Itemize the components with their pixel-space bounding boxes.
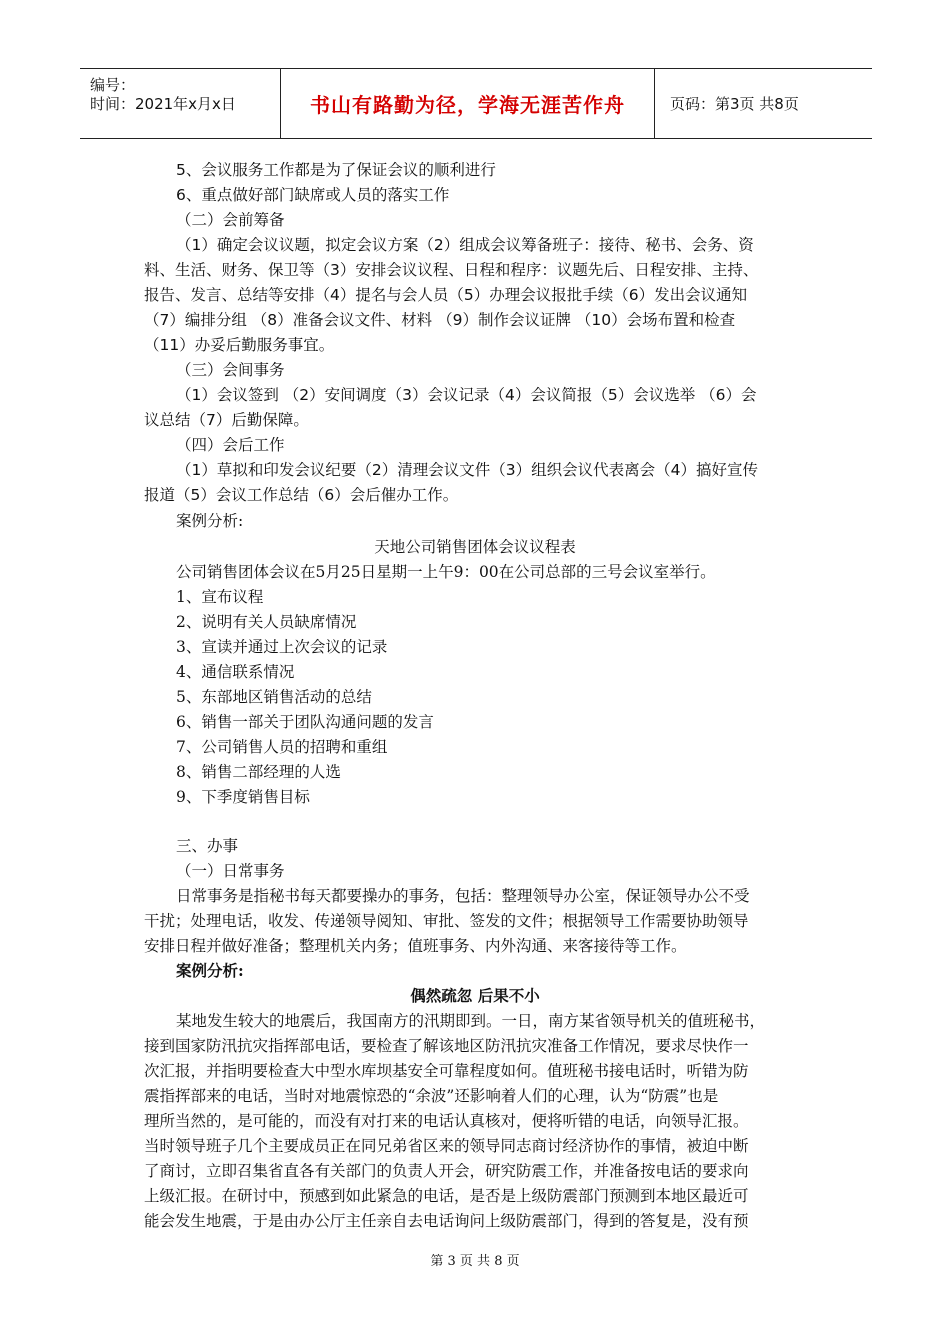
motto-text: 书山有路勤为径，学海无涯苦作舟	[310, 93, 625, 117]
body-line: 理所当然的，是可能的，而没有对打来的电话认真核对，便将听错的电话，向领导汇报。	[144, 1112, 749, 1130]
agenda-item: 4、通信联系情况	[176, 663, 295, 681]
body-line: （11）办妥后勤服务事宜。	[144, 336, 335, 354]
section-heading: （一）日常事务	[176, 862, 285, 880]
agenda-item: 6、销售一部关于团队沟通问题的发言	[176, 713, 434, 731]
section-heading: （四）会后工作	[176, 436, 285, 454]
agenda-item: 3、宣读并通过上次会议的记录	[176, 638, 388, 656]
agenda-item: 1、宣布议程	[176, 588, 264, 606]
body-line: 料、生活、财务、保卫等（3）安排会议议程、日程和程序：议题先后、日程安排、主持、	[144, 261, 759, 279]
header-meta-cell	[80, 69, 281, 138]
agenda-item: 7、公司销售人员的招聘和重组	[176, 738, 388, 756]
time-label: 时间：2021年x月x日	[90, 95, 236, 113]
body-line: 5、会议服务工作都是为了保证会议的顺利进行	[176, 161, 496, 179]
header-page-cell	[664, 69, 872, 138]
page-header	[80, 68, 872, 139]
number-label: 编号：	[90, 76, 136, 94]
body-line: 能会发生地震，于是由办公厅主任亲自去电话询问上级防震部门，得到的答复是，没有预	[144, 1212, 749, 1230]
body-line: 报道（5）会议工作总结（6）会后催办工作。	[144, 486, 459, 504]
header-motto-cell	[281, 69, 655, 138]
body-line: （1）草拟和印发会议纪要（2）清理会议文件（3）组织会议代表离会（4）搞好宣传	[176, 461, 758, 479]
body-line: （1）会议签到 （2）安间调度（3）会议记录（4）会议简报（5）会议选举 （6）会	[176, 386, 757, 404]
body-line: 报告、发言、总结等安排（4）提名与会人员（5）办理会议报批手续（6）发出会议通知	[144, 286, 748, 304]
body-line: 震指挥部来的电话，当时对地震惊恐的“余波”还影响着人们的心理，认为“防震”也是	[144, 1087, 719, 1105]
page-footer: 第 3 页 共 8 页	[430, 1254, 520, 1269]
case-analysis-label: 案例分析:	[176, 961, 244, 980]
body-line: 干扰；处理电话，收发、传递领导阅知、审批、签发的文件；根据领导工作需要协助领导	[144, 912, 749, 930]
agenda-item: 2、说明有关人员缺席情况	[176, 613, 357, 631]
body-line: （1）确定会议议题，拟定会议方案（2）组成会议筹备班子：接待、秘书、会务、资	[176, 236, 754, 254]
body-line: 议总结（7）后勤保障。	[144, 411, 309, 429]
body-line: 上级汇报。在研讨中，预感到如此紧急的电话，是否是上级防震部门预测到本地区最近可	[144, 1187, 749, 1205]
case-analysis-label: 案例分析:	[176, 512, 244, 530]
agenda-item: 8、销售二部经理的人选	[176, 763, 341, 781]
section-heading: （二）会前筹备	[176, 211, 285, 229]
section-heading: 三、办事	[176, 837, 239, 855]
agenda-title: 天地公司销售团体会议议程表	[374, 538, 576, 556]
agenda-item: 5、东部地区销售活动的总结	[176, 688, 372, 706]
body-line: 接到国家防汛抗灾指挥部电话，要检查了解该地区防汛抗灾准备工作情况，要求尽快作一	[144, 1037, 749, 1055]
case-title: 偶然疏忽 后果不小	[410, 986, 540, 1005]
section-heading: （三）会间事务	[176, 361, 285, 379]
body-line: 当时领导班子几个主要成员正在同兄弟省区来的领导同志商讨经济协作的事情，被迫中断	[144, 1137, 749, 1155]
body-line: 公司销售团体会议在5月25日星期一上午9：00在公司总部的三号会议室举行。	[176, 563, 716, 581]
body-line: 次汇报，并指明要检查大中型水库坝基安全可靠程度如何。值班秘书接电话时，听错为防	[144, 1062, 749, 1080]
body-line: 日常事务是指秘书每天都要操办的事务，包括：整理领导办公室，保证领导办公不受	[176, 887, 750, 905]
agenda-item: 9、下季度销售目标	[176, 788, 310, 806]
body-line: 了商讨，立即召集省直各有关部门的负责人开会，研究防震工作，并准备按电话的要求向	[144, 1162, 749, 1180]
body-line: 安排日程并做好准备；整理机关内务；值班事务、内外沟通、来客接待等工作。	[144, 937, 687, 955]
body-line: 6、重点做好部门缺席或人员的落实工作	[176, 186, 450, 204]
body-line: （7）编排分组 （8）准备会议文件、材料 （9）制作会议证牌 （10）会场布置和检查	[144, 311, 736, 329]
body-line: 某地发生较大的地震后，我国南方的汛期即到。一日，南方某省领导机关的值班秘书，	[176, 1012, 766, 1030]
page-number-label: 页码：第3页 共8页	[670, 95, 799, 113]
